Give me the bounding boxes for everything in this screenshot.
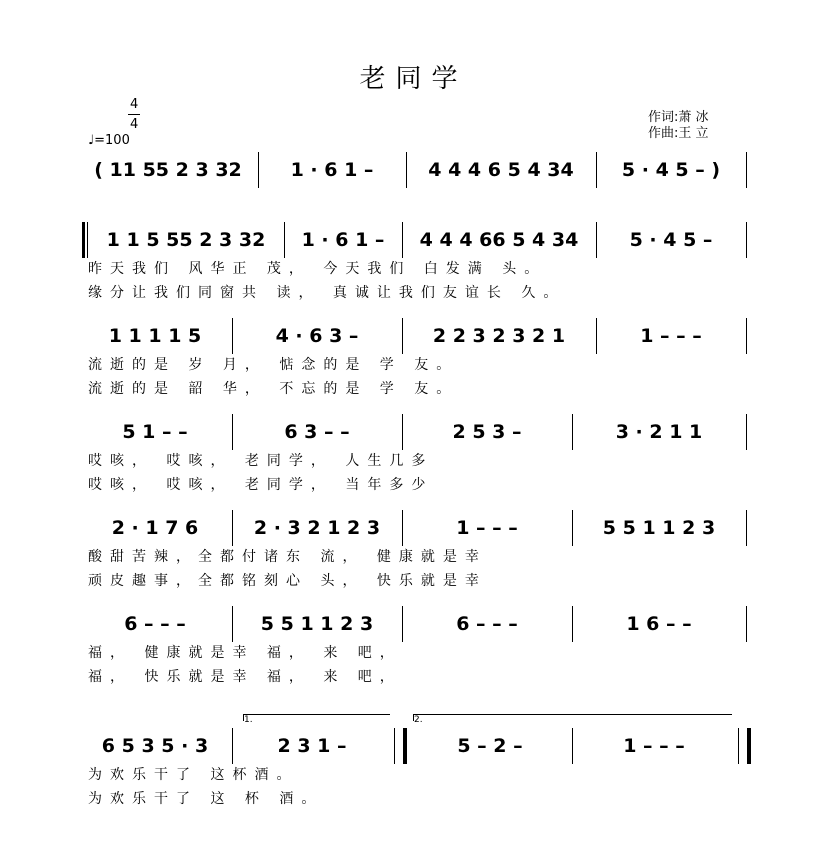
tempo-marking: ♩=100 <box>88 133 130 148</box>
measure-2: 5 5 1 1 2 3 <box>260 613 374 635</box>
staff-system-2 <box>78 222 748 301</box>
measure-4: 1 – – – <box>623 735 685 757</box>
lyric-verse-2: 为欢乐干了 这 杯 酒。 <box>88 791 324 807</box>
staff-system-6 <box>78 606 748 685</box>
measure-1: 1 1 1 1 5 <box>108 325 202 347</box>
measure-4: 5 5 1 1 2 3 <box>602 517 716 539</box>
measure-1: 2 · 1 7 6 <box>111 517 199 539</box>
measure-3: 4 4 4 6 5 4 34 <box>428 159 574 181</box>
staff-system-3 <box>78 318 748 397</box>
measure-1: 6 – – – <box>124 613 186 635</box>
notes-row <box>78 728 748 764</box>
barline <box>746 606 747 642</box>
notes-row <box>78 414 748 450</box>
barline <box>746 222 747 258</box>
volta-bracket-2 <box>413 714 732 725</box>
lyric-verse-1: 福， 健康就是幸 福， 来 吧， <box>88 645 402 661</box>
lyric-verse-1: 酸甜苦辣，全都付诸东 流， 健康就是幸 <box>88 549 487 565</box>
notes-row <box>78 510 748 546</box>
time-signature-bottom: 4 <box>130 117 139 132</box>
measure-2: 2 3 1 – <box>277 735 347 757</box>
time-signature-top: 4 <box>130 97 139 112</box>
lyric-verse-1: 昨天我们 风华正 茂， 今天我们 白发满 头。 <box>88 261 547 277</box>
time-signature-line <box>128 114 140 115</box>
staff-system-7 <box>78 728 748 807</box>
measure-3: 5 – 2 – <box>457 735 523 757</box>
measure-3: 2 2 3 2 3 2 1 <box>432 325 566 347</box>
barline <box>746 318 747 354</box>
volta-2-label: 2. <box>414 715 423 725</box>
measure-2: 1 · 6 1 – <box>290 159 374 181</box>
composer-credit: 作曲:王 立 <box>648 126 709 141</box>
measure-4: 5 · 4 5 – ) <box>621 159 721 181</box>
barline <box>746 152 747 188</box>
final-bar <box>738 728 751 764</box>
lyric-verse-1: 哎咳， 哎咳， 老同学， 人生几多 <box>88 453 434 469</box>
measure-3: 6 – – – <box>456 613 518 635</box>
measure-2: 1 · 6 1 – <box>301 229 385 251</box>
staff-system-4 <box>78 414 748 493</box>
repeat-start-bar <box>82 222 85 258</box>
measure-4: 1 6 – – <box>626 613 692 635</box>
lyric-verse-2: 哎咳， 哎咳， 老同学， 当年多少 <box>88 477 434 493</box>
lyric-verse-1: 为欢乐干了 这杯酒。 <box>88 767 299 783</box>
notes-row <box>78 606 748 642</box>
measure-2: 4 · 6 3 – <box>275 325 359 347</box>
measure-3: 4 4 4 66 5 4 34 <box>419 229 579 251</box>
measure-4: 1 – – – <box>640 325 702 347</box>
lyric-verse-2: 流逝的是 韶 华， 不忘的是 学 友。 <box>88 381 459 397</box>
song-title: 老同学 <box>359 64 468 94</box>
lyric-verse-1: 流逝的是 岁 月， 惦念的是 学 友。 <box>88 357 459 373</box>
notes-row <box>78 318 748 354</box>
measure-1: 1 1 5 55 2 3 32 <box>106 229 266 251</box>
repeat-end-bar <box>394 728 407 764</box>
volta-bracket-1 <box>243 714 390 725</box>
measure-2: 2 · 3 2 1 2 3 <box>253 517 381 539</box>
measure-3: 2 5 3 – <box>452 421 522 443</box>
barline <box>746 510 747 546</box>
lyricist-credit: 作词:萧 冰 <box>648 110 709 125</box>
staff-system-5 <box>78 510 748 589</box>
lyric-verse-2: 福， 快乐就是幸 福， 来 吧， <box>88 669 402 685</box>
notes-row <box>78 152 748 188</box>
notes-row <box>78 222 748 258</box>
staff-system-1 <box>78 152 748 188</box>
measure-1: ( 11 55 2 3 32 <box>94 159 242 181</box>
measure-4: 5 · 4 5 – <box>629 229 713 251</box>
measure-2: 6 3 – – <box>284 421 350 443</box>
lyric-verse-2: 缘分让我们同窗共 读， 真诚让我们友谊长 久。 <box>88 285 566 301</box>
measure-4: 3 · 2 1 1 <box>615 421 703 443</box>
barline <box>746 414 747 450</box>
volta-1-label: 1. <box>244 715 253 725</box>
measure-1: 5 1 – – <box>122 421 188 443</box>
lyric-verse-2: 顽皮趣事，全都铭刻心 头， 快乐就是幸 <box>88 573 487 589</box>
measure-1: 6 5 3 5 · 3 <box>101 735 209 757</box>
measure-3: 1 – – – <box>456 517 518 539</box>
